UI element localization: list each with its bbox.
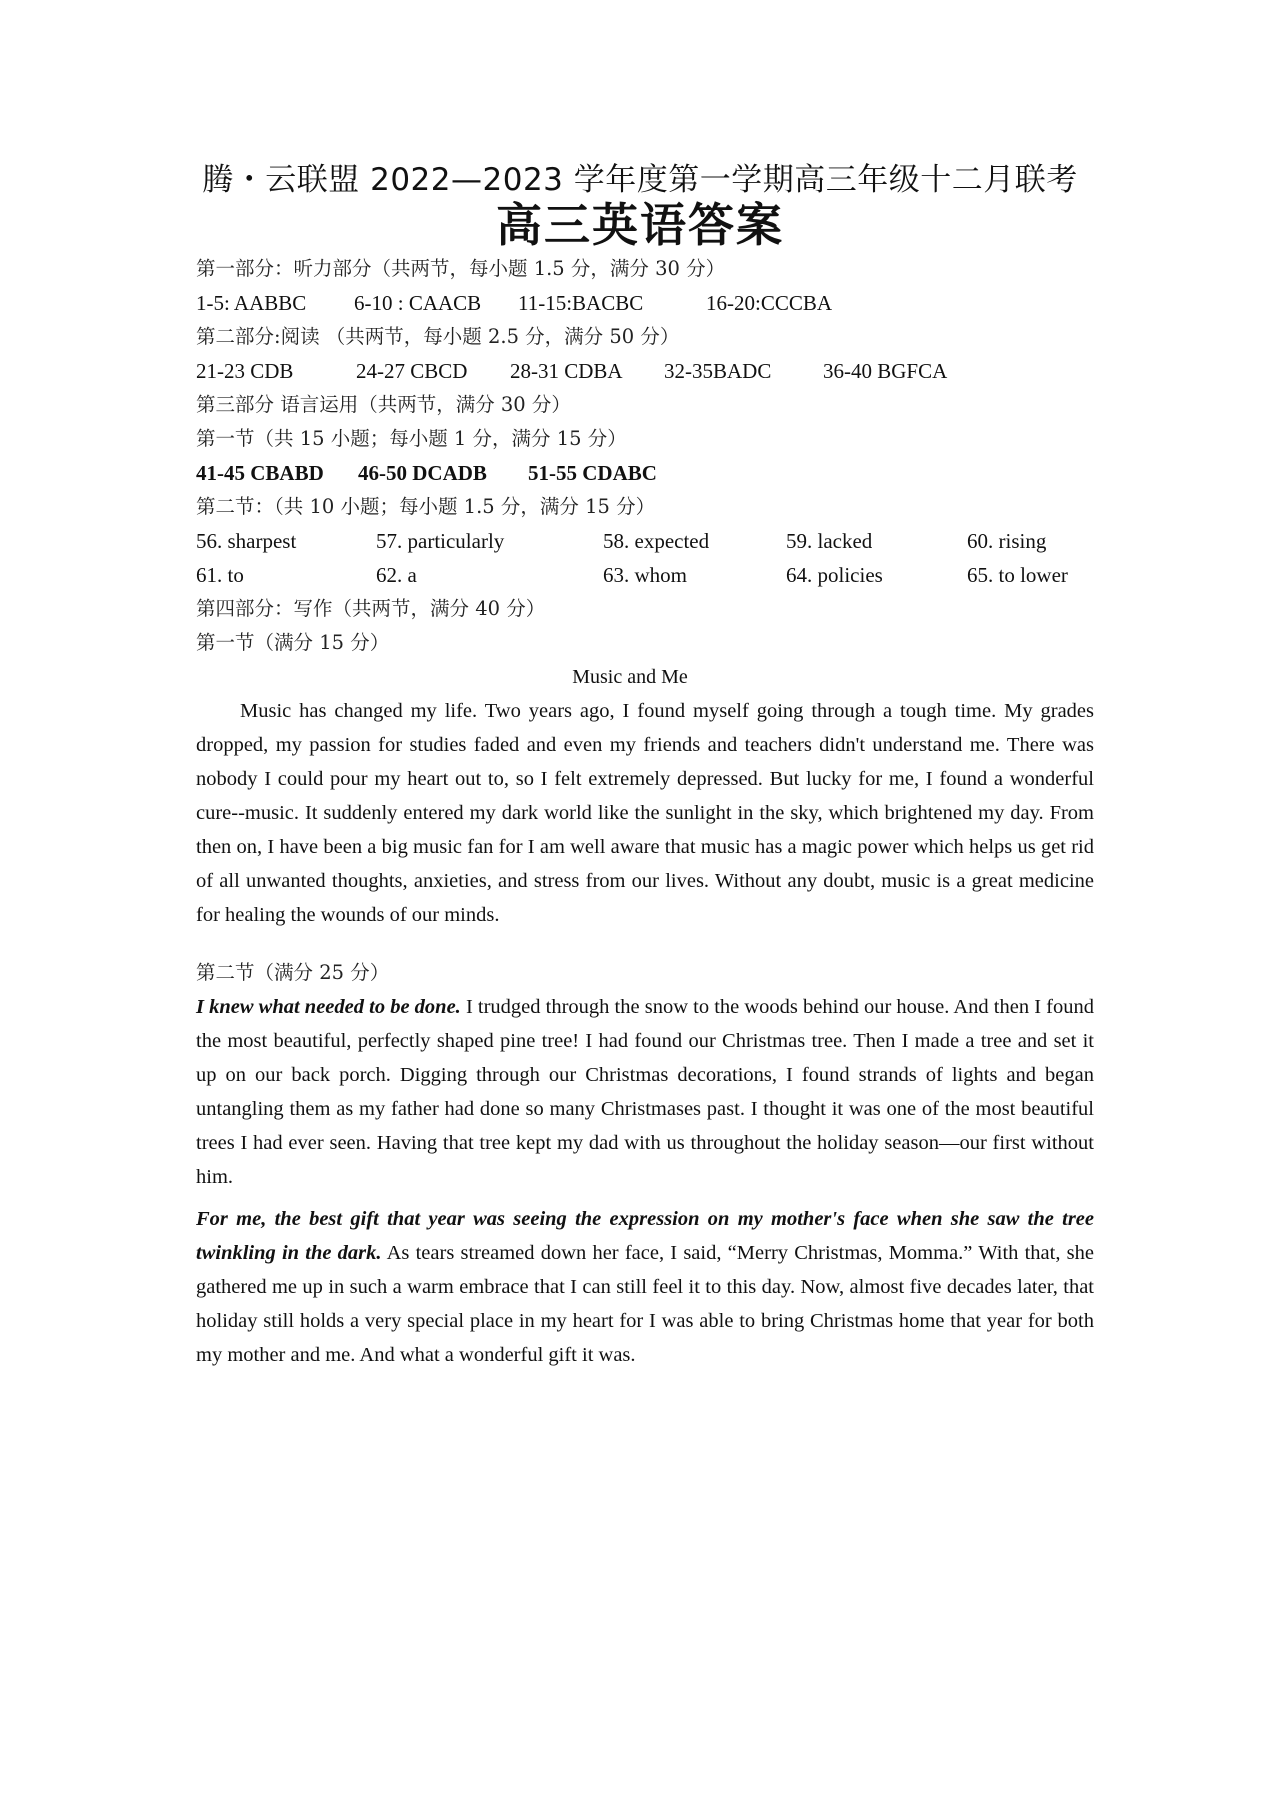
paragraph-lead-sentence: I knew what needed to be done. <box>196 996 461 1018</box>
fill-answer: 61. to <box>196 563 244 587</box>
continuation-paragraph-2 <box>196 1202 1094 1372</box>
answer-group: 1-5: AABBC <box>196 291 307 315</box>
answer-group: 21-23 CDB <box>196 359 294 383</box>
answer-group: 24-27 CBCD <box>356 359 468 383</box>
fill-answer: 62. a <box>376 563 417 587</box>
part4-heading: 第四部分：写作（共两节，满分 40 分） <box>196 597 546 620</box>
part3-section1-heading: 第一节（共 15 小题；每小题 1 分，满分 15 分） <box>196 427 627 450</box>
fill-answer: 60. rising <box>967 529 1047 553</box>
document-title: 高三英语答案 <box>496 198 784 252</box>
part2-answers <box>196 354 1094 388</box>
answer-group: 11-15:BACBC <box>518 291 644 315</box>
essay-title: Music and Me <box>572 666 688 688</box>
fill-answer: 64. policies <box>786 563 883 587</box>
spacer <box>196 1194 1094 1202</box>
paragraph-body: I trudged through the snow to the woods behind our house. And then I found the most beautiful, perfectly shaped pine tree! I had found our Christmas tree. Then I made a tree and set it up on our back porch. Digging through our Christmas decorations, I found strands of lights and began untangling them as my father had done so many Christmases past. I thought it was one of the most beautiful trees I had ever seen. Having that tree kept my dad with us throughout the holiday season—our first without him. <box>196 996 1094 1188</box>
part2-heading: 第二部分:阅读 （共两节，每小题 2.5 分，满分 50 分） <box>196 325 680 348</box>
answer-group: 28-31 CDBA <box>510 359 623 383</box>
part4-section1-heading: 第一节（满分 15 分） <box>196 631 390 654</box>
essay-body: Music has changed my life. Two years ago, I found myself going through a tough time. My grades dropped, my passion for studies faded and even my friends and teachers didn't understand me. There was nobody I could pour my heart out to, so I felt extremely depressed. But lucky for me, I found a wonderful cure--music. It suddenly entered my dark world like the sunlight in the sky, which brightened my day. From then on, I have been a big music fan for I am well aware that music has a magic power which helps us get rid of all unwanted thoughts, anxieties, and stress from our lives. Without any doubt, music is a great medicine for healing the wounds of our minds. <box>196 700 1094 926</box>
answer-content <box>196 252 1094 1372</box>
fill-answer: 63. whom <box>603 563 687 587</box>
answer-group: 51-55 CDABC <box>528 461 657 485</box>
part3-section2-row1 <box>196 524 1094 558</box>
part1-answers <box>196 286 1094 320</box>
answer-group: 6-10 : CAACB <box>354 291 482 315</box>
fill-answer: 59. lacked <box>786 529 873 553</box>
continuation-paragraph-1 <box>196 990 1094 1194</box>
answer-group: 16-20:CCCBA <box>706 291 833 315</box>
part3-heading: 第三部分 语言运用（共两节，满分 30 分） <box>196 393 571 416</box>
part3-section2-heading: 第二节：（共 10 小题；每小题 1.5 分，满分 15 分） <box>196 495 656 518</box>
answer-group: 32-35BADC <box>664 359 772 383</box>
answer-group: 41-45 CBABD <box>196 461 324 485</box>
answer-group: 46-50 DCADB <box>358 461 487 485</box>
paragraph-body: As tears streamed down her face, I said, “Merry Christmas, Momma.” With that, she gathered me up in such a warm embrace that I can still feel it to this day. Now, almost five decades later, that holiday still holds a very special place in my heart for I was able to bring Christmas home that year for both my mother and me. And what a wonderful gift it was. <box>196 1242 1094 1366</box>
part3-section2-row2 <box>196 558 1094 592</box>
fill-answer: 56. sharpest <box>196 529 297 553</box>
spacer <box>196 932 1094 956</box>
fill-answer: 58. expected <box>603 529 710 553</box>
exam-title: 腾・云联盟 2022—2023 学年度第一学期高三年级十二月联考 <box>202 162 1078 198</box>
part4-section2-heading: 第二节（满分 25 分） <box>196 961 390 984</box>
answer-group: 36-40 BGFCA <box>823 359 948 383</box>
part1-heading: 第一部分：听力部分（共两节，每小题 1.5 分，满分 30 分） <box>196 257 726 280</box>
fill-answer: 57. particularly <box>376 529 505 553</box>
paragraph-lead-sentence: For me, the best gift that year was seeing the expression on my mother's face when she saw the tree twinkling in the dark. <box>196 1208 1094 1264</box>
part3-section1-answers <box>196 456 1094 490</box>
fill-answer: 65. to lower <box>967 563 1068 587</box>
